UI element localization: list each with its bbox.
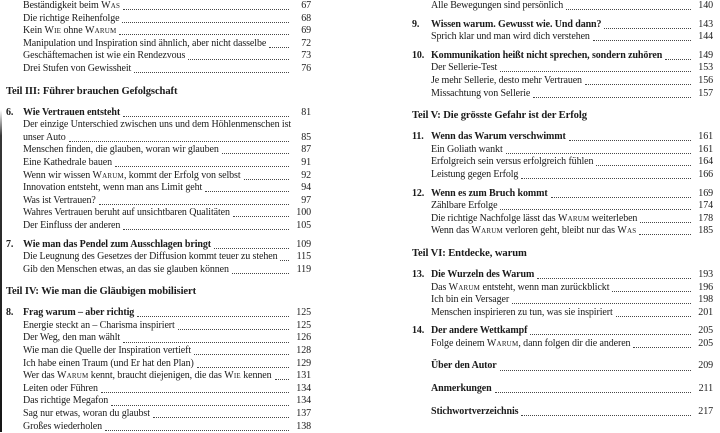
chapter-number: 11. (412, 131, 424, 143)
entry-title: Wie Vertrauen entsteht (23, 106, 121, 118)
page-number: 125 (296, 307, 311, 319)
toc-entry (412, 307, 713, 320)
toc-entry (6, 0, 311, 13)
toc-block (412, 325, 713, 350)
chapter-number: 8. (6, 307, 14, 319)
dot-leader (500, 209, 691, 210)
toc-entry (412, 75, 713, 88)
toc-entry (6, 332, 311, 345)
dot-leader (153, 417, 289, 418)
small-caps-word: Warum (92, 169, 124, 181)
dot-leader (521, 178, 691, 179)
entry-title: Wahres Vertrauen beruht auf unsichtbaren Qualitäten (23, 207, 230, 219)
page-number: 205 (698, 325, 713, 337)
toc-entry (412, 144, 713, 157)
page-number: 198 (698, 294, 713, 306)
entry-title: Die richtige Nachfolge lässt das Warum weiterleben (431, 212, 638, 224)
entry-title: Gib den Menschen etwas, an das sie glauben können (23, 263, 229, 275)
toc-entry (6, 170, 311, 183)
toc-entry (6, 239, 311, 252)
toc-entry (6, 63, 311, 76)
entry-title: Sag nur etwas, woran du glaubst (23, 408, 150, 420)
toc-entry (6, 345, 311, 358)
page-number: 94 (301, 182, 311, 194)
toc-entry (6, 157, 311, 170)
toc-entry (6, 25, 311, 38)
entry-title: Wer das Warum kennt, braucht diejenigen, die das Wie kennen (23, 370, 272, 382)
entry-title: Die richtige Reihenfolge (23, 12, 120, 24)
dot-leader (275, 379, 289, 380)
entry-title: Anmerkungen (431, 383, 492, 395)
entry-title: Der Weg, den man wählt (23, 332, 121, 344)
page-number: 68 (301, 12, 311, 24)
page-number: 143 (698, 18, 713, 30)
page-number: 92 (301, 169, 311, 181)
dot-leader (506, 153, 691, 154)
page-number: 161 (698, 131, 713, 143)
toc-entry (6, 408, 311, 421)
page-number: 73 (301, 50, 311, 62)
toc-column-left (6, 0, 311, 433)
entry-title: Leistung gegen Erfolg (431, 168, 519, 180)
entry-title: Leiten oder Führen (23, 382, 98, 394)
page-number: 100 (296, 207, 311, 219)
toc-entry (412, 360, 713, 373)
dot-leader (119, 34, 289, 35)
entry-title: Kein Wie ohne Warum (23, 25, 117, 37)
page-number: 131 (296, 370, 311, 382)
chapter-number: 10. (412, 49, 425, 61)
toc-entry (412, 62, 713, 75)
dot-leader (639, 234, 691, 235)
entry-title: Wenn das Warum verloren geht, bleibt nur das Was (431, 225, 637, 237)
page-number: 149 (698, 49, 713, 61)
dot-leader (640, 222, 691, 223)
entry-title: Alle Bewegungen sind persönlich (431, 0, 564, 11)
toc-entry (412, 88, 713, 101)
entry-title: Je mehr Sellerie, desto mehr Vertrauen (431, 74, 582, 86)
page-number: 201 (698, 306, 713, 318)
dot-leader (585, 84, 691, 85)
entry-title: Frag warum – aber richtig (23, 307, 135, 319)
toc-entry (6, 195, 311, 208)
chapter-number: 6. (6, 106, 14, 118)
part-heading: Teil VI: Entdecke, warum (412, 247, 527, 259)
toc-block (412, 269, 713, 319)
toc-entry (412, 338, 713, 351)
toc-block (6, 307, 311, 433)
chapter-number: 13. (412, 268, 425, 280)
entry-title: Wissen warum. Gewusst wie. Und dann? (431, 18, 602, 30)
toc-entry (412, 31, 713, 44)
dot-leader (612, 291, 691, 292)
toc-entry (412, 19, 713, 32)
page-number: 128 (296, 345, 311, 357)
small-caps-word: Wie (44, 25, 62, 37)
toc-entry (6, 370, 311, 383)
entry-title: Die Leugnung des Gesetzes der Diffusion kommt teuer zu stehen (23, 251, 278, 263)
chapter-number: 12. (412, 187, 425, 199)
dot-leader (512, 303, 691, 304)
toc-entry (6, 383, 311, 396)
dot-leader (593, 40, 691, 41)
dot-leader (188, 59, 289, 60)
dot-leader (500, 370, 691, 371)
toc-entry (6, 132, 311, 145)
dot-leader (233, 216, 289, 217)
dot-leader (123, 229, 289, 230)
dot-leader (569, 140, 691, 141)
entry-title: Erfolgreich sein versus erfolgreich fühlen (431, 156, 594, 168)
toc-block (412, 383, 713, 396)
dot-leader (122, 22, 289, 23)
toc-entry (6, 13, 311, 26)
small-caps-word: Wie (224, 370, 241, 382)
toc-entry (412, 188, 713, 201)
toc-entry (6, 144, 311, 157)
entry-title: Wie man das Pendel zum Ausschlagen bringt (23, 238, 211, 250)
dot-leader (521, 415, 691, 416)
dot-leader (269, 47, 289, 48)
toc-entry (412, 131, 713, 144)
small-caps-word: Was (101, 0, 121, 11)
entry-title: Der Sellerie-Test (431, 62, 498, 74)
entry-title: Der Einfluss der anderen (23, 219, 121, 231)
entry-title: Ich habe einen Traum (und Er hat den Plan) (23, 357, 194, 369)
page-number: 211 (698, 383, 713, 395)
entry-title: Was ist Vertrauen? (23, 194, 96, 206)
dot-leader (123, 116, 289, 117)
toc-column-right (412, 0, 713, 418)
toc-entry (412, 0, 713, 13)
page-number: 174 (698, 200, 713, 212)
dot-leader (665, 59, 691, 60)
page-number: 97 (301, 194, 311, 206)
dot-leader (500, 71, 691, 72)
page-number: 205 (698, 337, 713, 349)
page-number: 125 (296, 319, 311, 331)
page-number: 115 (296, 251, 311, 263)
page-number: 76 (301, 62, 311, 74)
entry-title: Ich bin ein Versager (431, 294, 510, 306)
page-number: 166 (698, 168, 713, 180)
entry-title: Sprich klar und man wird dich verstehen (431, 31, 590, 43)
toc-entry (412, 406, 713, 419)
entry-title: Innovation entsteht, wenn man ans Limit geht (23, 182, 203, 194)
scan-edge-artifact (0, 110, 2, 432)
dot-leader (123, 9, 289, 10)
page-number: 134 (296, 382, 311, 394)
toc-entry (6, 421, 311, 433)
entry-title: Eine Kathedrale bauen (23, 156, 112, 168)
dot-leader (633, 347, 691, 348)
entry-title: Folge deinem Warum, dann folgen dir die anderen (431, 337, 631, 349)
small-caps-word: Warum (471, 225, 503, 237)
page-number: 119 (296, 263, 311, 275)
toc-entry (412, 325, 713, 338)
page-number: 69 (301, 25, 311, 37)
dot-leader (111, 405, 289, 406)
dot-leader (123, 342, 289, 343)
entry-title: Großes wiederholen (23, 420, 103, 432)
part-heading: Teil III: Führer brauchen Gefolgschaft (6, 85, 178, 97)
toc-entry (6, 251, 311, 264)
dot-leader (596, 165, 691, 166)
small-caps-word: Warum (84, 25, 117, 37)
page-number: 87 (301, 144, 311, 156)
toc-entry (412, 383, 713, 396)
toc-block (412, 0, 713, 13)
toc-block (412, 360, 713, 373)
page-number: 140 (698, 0, 713, 11)
page-number: 164 (698, 156, 713, 168)
toc-entry (6, 264, 311, 277)
toc-entry (6, 182, 311, 195)
page-number: 161 (698, 143, 713, 155)
page-number: 137 (296, 408, 311, 420)
page-number: 134 (296, 395, 311, 407)
page-number: 157 (698, 87, 713, 99)
toc-entry (6, 119, 311, 132)
page-number: 91 (301, 156, 311, 168)
dot-leader (551, 197, 691, 198)
toc-block (6, 0, 311, 76)
page-number: 196 (698, 281, 713, 293)
dot-leader (99, 204, 289, 205)
page-number: 105 (296, 219, 311, 231)
page-number: 185 (698, 225, 713, 237)
entry-title: Ein Goliath wankt (431, 143, 503, 155)
chapter-number: 14. (412, 325, 425, 337)
dot-leader (214, 248, 289, 249)
toc-entry (412, 282, 713, 295)
toc-entry (412, 156, 713, 169)
dot-leader (604, 28, 691, 29)
toc-block (412, 131, 713, 181)
page-number: 156 (698, 74, 713, 86)
page-number: 72 (301, 37, 311, 49)
entry-title: Missachtung von Sellerie (431, 87, 531, 99)
dot-leader (222, 153, 289, 154)
page-number: 67 (301, 0, 311, 11)
toc-entry (6, 220, 311, 233)
entry-title: Über den Autor (431, 360, 497, 372)
entry-title: Zählbare Erfolge (431, 200, 498, 212)
toc-entry (6, 107, 311, 120)
entry-title: Die Wurzeln des Warum (431, 268, 535, 280)
page-number: 129 (296, 357, 311, 369)
chapter-number: 7. (6, 238, 14, 250)
dot-leader (194, 354, 289, 355)
dot-leader (533, 97, 691, 98)
small-caps-word: Warum (486, 337, 519, 349)
page-number: 144 (698, 31, 713, 43)
entry-title: Wenn das Warum verschwimmt (431, 131, 566, 143)
page-number: 126 (296, 332, 311, 344)
toc-block (412, 188, 713, 238)
dot-leader (69, 141, 289, 142)
small-caps-word: Warum (448, 281, 481, 293)
entry-title: Drei Stufen von Gewissheit (23, 62, 132, 74)
dot-leader (280, 260, 289, 261)
page-number: 153 (698, 62, 713, 74)
entry-title: Energie steckt an – Charisma inspiriert (23, 319, 175, 331)
small-caps-word: Was (617, 225, 637, 237)
toc-block (412, 406, 713, 419)
toc-entry (6, 358, 311, 371)
toc-entry (412, 50, 713, 63)
toc-entry (412, 169, 713, 182)
toc-entry (412, 294, 713, 307)
entry-title: Wenn es zum Bruch kommt (431, 187, 548, 199)
toc-block (412, 50, 713, 100)
page-number: 138 (296, 420, 311, 432)
dot-leader (244, 179, 289, 180)
dot-leader (178, 329, 289, 330)
small-caps-word: Warum (557, 212, 590, 224)
dot-leader (616, 316, 691, 317)
dot-leader (134, 72, 289, 73)
entry-title: Menschen inspirieren zu tun, was sie inspiriert (431, 306, 613, 318)
toc-entry (6, 307, 311, 320)
dot-leader (537, 278, 691, 279)
page-number: 109 (296, 238, 311, 250)
entry-title: Der einzige Unterschied zwischen uns und dem Höhlenmenschen ist (23, 119, 292, 131)
toc-entry (412, 225, 713, 238)
entry-title: Kommunikation heißt nicht sprechen, sondern zuhören (431, 49, 663, 61)
page-number: 85 (301, 131, 311, 143)
entry-title: unser Auto (23, 131, 66, 143)
part-heading: Teil V: Die grösste Gefahr ist der Erfolg (412, 110, 587, 122)
dot-leader (232, 273, 289, 274)
entry-title: Der andere Wettkampf (431, 325, 528, 337)
page-number: 193 (698, 268, 713, 280)
dot-leader (530, 334, 691, 335)
toc-entry (6, 207, 311, 220)
toc-entry (412, 200, 713, 213)
page-number: 217 (698, 405, 713, 417)
dot-leader (101, 392, 289, 393)
dot-leader (205, 191, 289, 192)
dot-leader (197, 367, 289, 368)
toc-entry (6, 38, 311, 51)
dot-leader (105, 430, 289, 431)
page-number: 169 (698, 187, 713, 199)
toc-entry (6, 320, 311, 333)
entry-title: Wie man die Quelle der Inspiration vertieft (23, 345, 192, 357)
chapter-number: 9. (412, 18, 420, 30)
entry-title: Das Warum entsteht, wenn man zurückblickt (431, 281, 610, 293)
entry-title: Manipulation und Inspiration sind ähnlich, aber nicht dasselbe (23, 37, 267, 49)
page-number: 178 (698, 212, 713, 224)
dot-leader (115, 166, 289, 167)
page-number: 209 (698, 360, 713, 372)
dot-leader (566, 9, 691, 10)
toc-entry (412, 269, 713, 282)
dot-leader (137, 316, 289, 317)
entry-title: Stichwortverzeichnis (431, 405, 519, 417)
entry-title: Beständigkeit beim Was (23, 0, 121, 11)
small-caps-word: Warum (56, 370, 89, 382)
toc-entry (6, 50, 311, 63)
page-number: 81 (301, 106, 311, 118)
toc-block (6, 107, 311, 233)
toc-block (412, 19, 713, 44)
toc-entry (6, 395, 311, 408)
toc-block (6, 239, 311, 277)
entry-title: Geschäftemachen ist wie ein Rendezvous (23, 50, 186, 62)
entry-title: Wenn wir wissen Warum, kommt der Erfolg von selbst (23, 169, 241, 181)
part-heading: Teil IV: Wie man die Gläubigen mobilisiert (6, 286, 197, 298)
entry-title: Das richtige Megafon (23, 395, 109, 407)
dot-leader (495, 392, 691, 393)
toc-entry (412, 213, 713, 226)
entry-title: Menschen finden, die glauben, woran wir glauben (23, 144, 219, 156)
